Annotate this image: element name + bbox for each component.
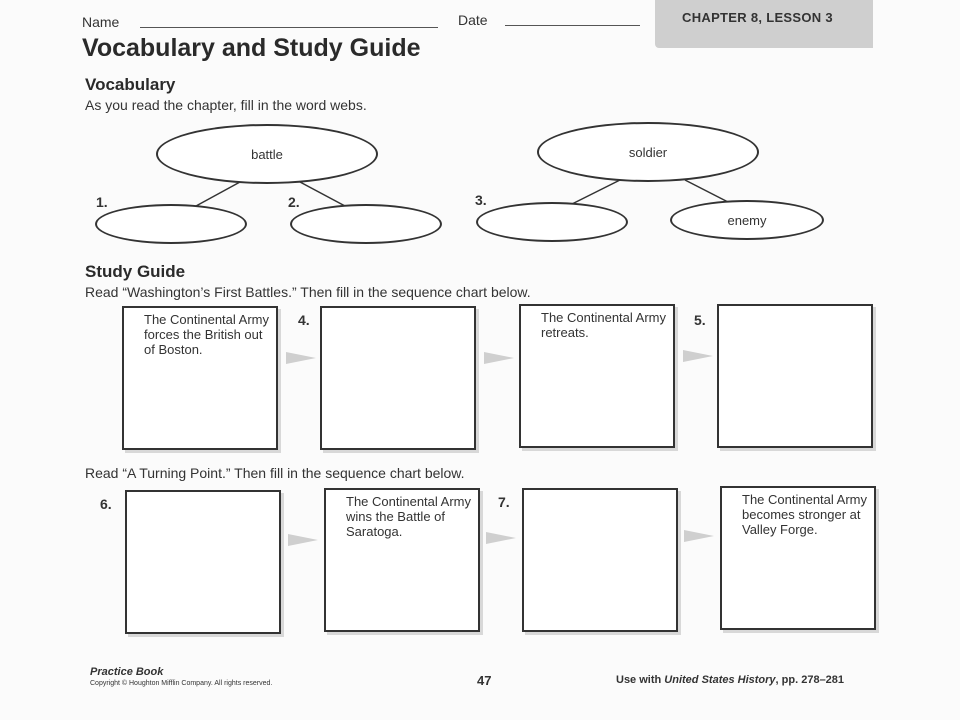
use-with-book-title: United States History — [664, 674, 776, 686]
web2-center-oval — [537, 122, 759, 182]
sequence2-box-1[interactable] — [125, 490, 281, 634]
sequence2-box-4-text: The Continental Army becomes stronger at Valley Forge. — [742, 492, 868, 537]
web1-center-oval — [156, 124, 378, 184]
web1-left-oval[interactable] — [95, 204, 247, 244]
sequence2-box-2 — [324, 488, 480, 632]
sequence1-arrow-1 — [286, 352, 316, 364]
vocabulary-instruction: As you read the chapter, fill in the word webs. — [85, 97, 367, 113]
sequence2-box-4 — [720, 486, 876, 630]
web1-right-oval[interactable] — [290, 204, 442, 244]
web2-left-connector — [572, 180, 620, 204]
study-guide-heading: Study Guide — [85, 262, 186, 281]
sequence2-arrow-1 — [288, 534, 318, 546]
sequence1-box-4[interactable] — [717, 304, 873, 448]
chapter-lesson-label: CHAPTER 8, LESSON 3 — [682, 10, 833, 25]
web1-left-connector — [196, 182, 240, 206]
name-label: Name — [82, 14, 120, 30]
use-with-note — [616, 674, 844, 686]
sequence1-box-4-number: 5. — [694, 312, 706, 328]
sequence2-box-3[interactable] — [522, 488, 678, 632]
web1-center-word: battle — [251, 146, 283, 162]
date-label: Date — [458, 12, 488, 28]
web2-right-connector — [685, 180, 728, 202]
practice-book-label: Practice Book — [90, 666, 164, 678]
vocabulary-heading: Vocabulary — [85, 75, 176, 94]
sequence2-arrow-3 — [684, 530, 714, 542]
web2-center-word: soldier — [628, 144, 668, 160]
web2-right-word: enemy — [727, 212, 767, 228]
page-number: 47 — [477, 673, 492, 688]
sequence2-arrow-2 — [486, 532, 516, 544]
study-guide-instruction-1: Read “Washington’s First Battles.” Then fill in the sequence chart below. — [85, 284, 531, 300]
web2-left-number: 3. — [475, 192, 487, 208]
sequence1-box-3 — [519, 304, 675, 448]
copyright-text: Copyright © Houghton Mifflin Company. All rights reserved. — [90, 680, 273, 687]
web1-right-number: 2. — [288, 194, 300, 210]
web2-right-oval — [670, 200, 824, 240]
web2-left-oval[interactable] — [476, 202, 628, 242]
sequence1-box-2-number: 4. — [298, 312, 310, 328]
sequence1-box-1 — [122, 306, 278, 450]
study-guide-instruction-2: Read “A Turning Point.” Then fill in the sequence chart below. — [85, 465, 465, 481]
use-with-prefix: Use with — [616, 674, 665, 686]
sequence1-box-1-text: The Continental Army forces the British out of Boston. — [144, 312, 270, 357]
sequence2-box-1-number: 6. — [100, 496, 112, 512]
web1-right-connector — [300, 182, 345, 206]
page-title: Vocabulary and Study Guide — [82, 34, 421, 62]
sequence1-box-3-text: The Continental Army retreats. — [541, 310, 667, 340]
sequence1-arrow-3 — [683, 350, 713, 362]
sequence2-box-3-number: 7. — [498, 494, 510, 510]
sequence2-box-2-text: The Continental Army wins the Battle of Saratoga. — [346, 494, 472, 539]
sequence1-box-2[interactable] — [320, 306, 476, 450]
use-with-pages: , pp. 278–281 — [775, 674, 845, 686]
web1-left-number: 1. — [96, 194, 108, 210]
sequence1-arrow-2 — [484, 352, 514, 364]
